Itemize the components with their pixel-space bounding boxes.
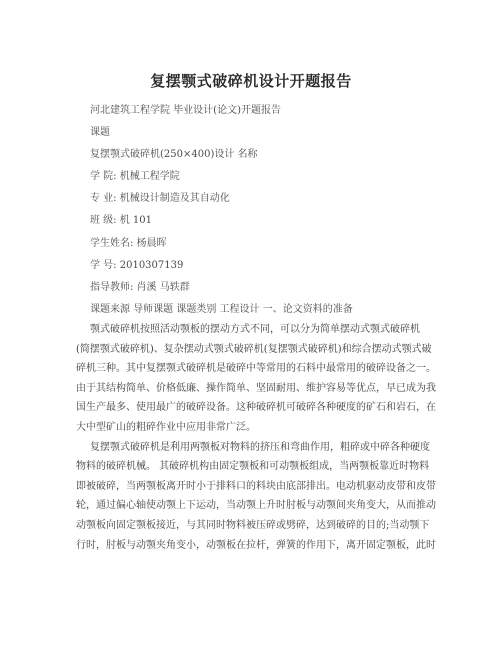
meta-major: 专 业: 机械设计制造及其自动化 (90, 193, 230, 205)
meta-advisor: 指导教师: 肖溪 马轶群 (90, 281, 190, 293)
body-line: 即被破碎，当两颚板离开时小于排料口的料块由底部排出。电动机驱动皮带和皮带 (76, 480, 436, 492)
body-line: 国生产最多、使用最广的破碎设备。这种破碎机可破碎各种硬度的矿石和岩石，在 (76, 402, 436, 414)
body-line: 大中型矿山的粗碎作业中应用非常广泛。 (76, 421, 256, 433)
document-title: 复摆颚式破碎机设计开题报告 (150, 72, 352, 90)
meta-student-id: 学 号: 2010307139 (90, 259, 184, 271)
body-line: 颚式破碎机按照活动颚板的摆动方式不同，可以分为简单摆动式颚式破碎机 (90, 324, 420, 335)
meta-topic-name: 复摆颚式破碎机(250×400)设计 名称 (90, 149, 258, 161)
body-line: 由于其结构简单、价格低廉、操作简单、坚固耐用、维护容易等优点，早已成为我 (76, 382, 436, 394)
body-line: 碎机三种。其中复摆颚式破碎机是破碎中等常用的石料中最常用的破碎设备之一。 (76, 363, 436, 375)
report-meta (90, 100, 470, 321)
body-text (76, 320, 442, 555)
meta-college: 学 院: 机械工程学院 (90, 171, 180, 183)
meta-school-line: 河北建筑工程学院 毕业设计(论文)开题报告 (90, 105, 281, 116)
body-line: 行时，肘板与动颚夹角变小，动颚板在拉杆，弹簧的作用下，离开固定颚板，此时 (76, 539, 436, 551)
meta-source-category: 课题来源 导师课题 课题类别 工程设计 一、论文资料的准备 (90, 303, 353, 315)
meta-student-name: 学生姓名: 杨晨晖 (90, 237, 167, 249)
meta-class: 班 级: 机 101 (90, 215, 152, 227)
meta-topic-label: 课题 (90, 127, 110, 139)
body-line: 动颚板向固定颚板接近，与其同时物料被压碎或劈碎，达到破碎的目的;当动颚下 (76, 519, 430, 531)
body-line: (简摆颚式破碎机)、复杂摆动式颚式破碎机(复摆颚式破碎机)和综合摆动式颚式破 (76, 343, 432, 355)
body-line: 复摆颚式破碎机是利用两颚板对物料的挤压和弯曲作用，粗碎或中碎各种硬度 (90, 441, 430, 453)
body-line: 物料的破碎机械。 其破碎机构由固定颚板和可动颚板组成，当两颚板靠近时物料 (76, 461, 430, 473)
body-line: 轮，通过偏心轴使动颚上下运动，当动颚上升时肘板与动颚间夹角变大，从而推动 (76, 500, 436, 512)
